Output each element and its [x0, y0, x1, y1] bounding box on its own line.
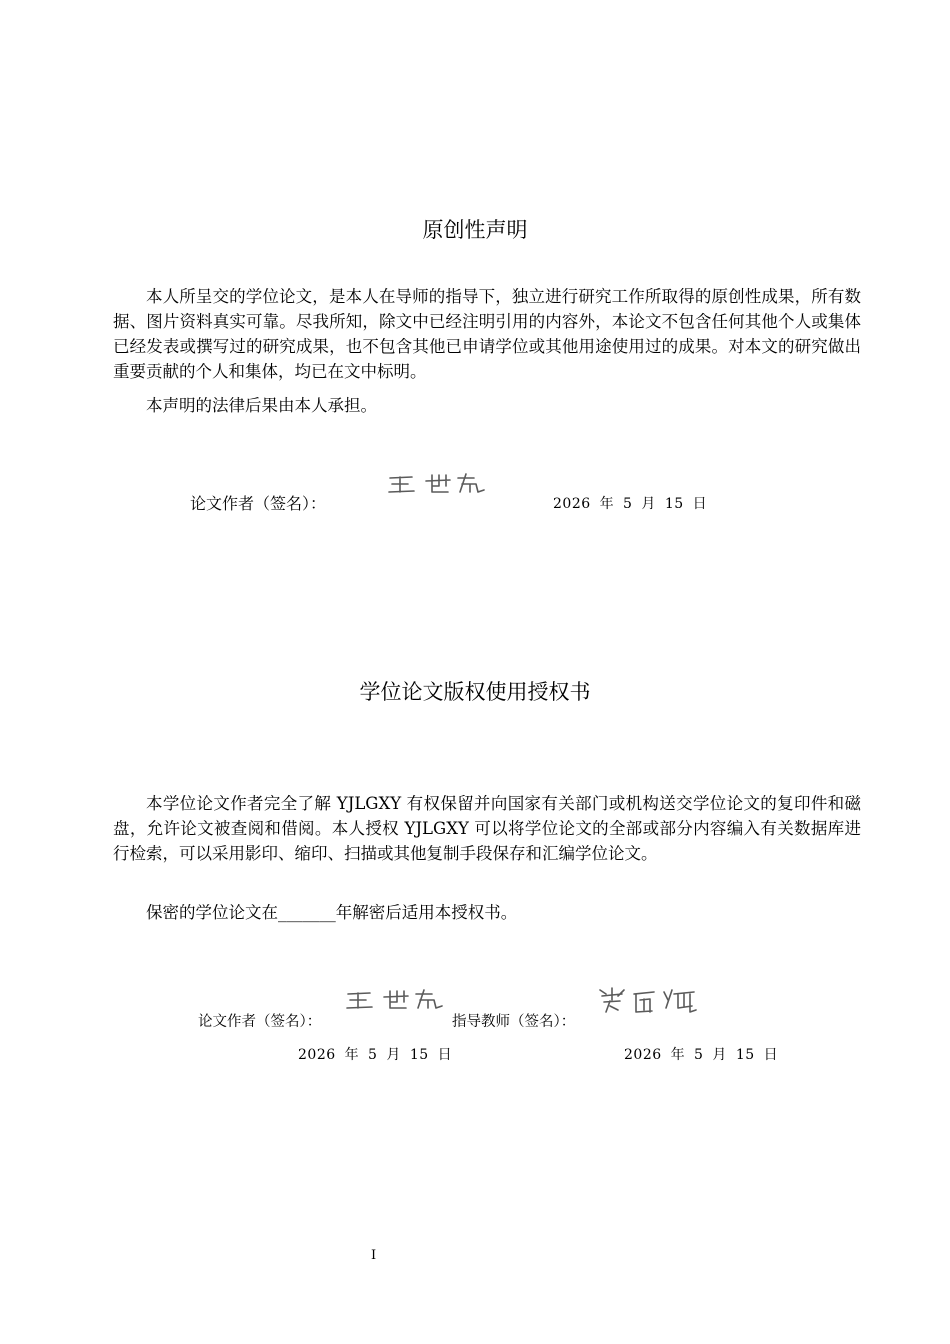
- advisor-signature-image: [598, 986, 702, 1018]
- authorization-author-label: 论文作者（签名）：: [198, 1014, 322, 1030]
- authorization-author-date: 2026 年 5 月 15 日: [298, 1047, 453, 1063]
- originality-date: 2026 年 5 月 15 日: [553, 496, 708, 512]
- authorization-title: 学位论文版权使用授权书: [359, 680, 591, 704]
- authorization-advisor-label: 指导教师（签名）：: [452, 1014, 576, 1030]
- authorization-author-signature-image: [344, 988, 448, 1014]
- authorization-paragraph-1: 本学位论文作者完全了解 YJLGXY 有权保留并向国家有关部门或机构送交学位论文的复印件和磁盘，允许论文被查阅和借阅。本人授权 YJLGXY 可以将学位论文的全部或部分内容编入有关数据库进行检索，可以采用影印、缩印、扫描或其他复制手段保存和汇编学位论文。: [113, 794, 861, 863]
- authorization-advisor-date: 2026 年 5 月 15 日: [624, 1047, 779, 1063]
- originality-author-label: 论文作者（签名）：: [190, 494, 327, 513]
- page-number: I: [371, 1248, 377, 1263]
- authorization-paragraph-2: 保密的学位论文在_______年解密后适用本授权书。: [146, 903, 518, 922]
- originality-title: 原创性声明: [422, 218, 528, 242]
- originality-paragraph-1: 本人所呈交的学位论文，是本人在导师的指导下，独立进行研究工作所取得的原创性成果，所有数据、图片资料真实可靠。尽我所知，除文中已经注明引用的内容外，本论文不包含任何其他个人或集体已经发表或撰写过的研究成果，也不包含其他已申请学位或其他用途使用过的成果。对本文的研究做出重要贡献的个人和集体，均已在文中标明。: [113, 287, 861, 381]
- author-signature-image: [386, 472, 490, 498]
- originality-paragraph-2: 本声明的法律后果由本人承担。: [146, 396, 377, 415]
